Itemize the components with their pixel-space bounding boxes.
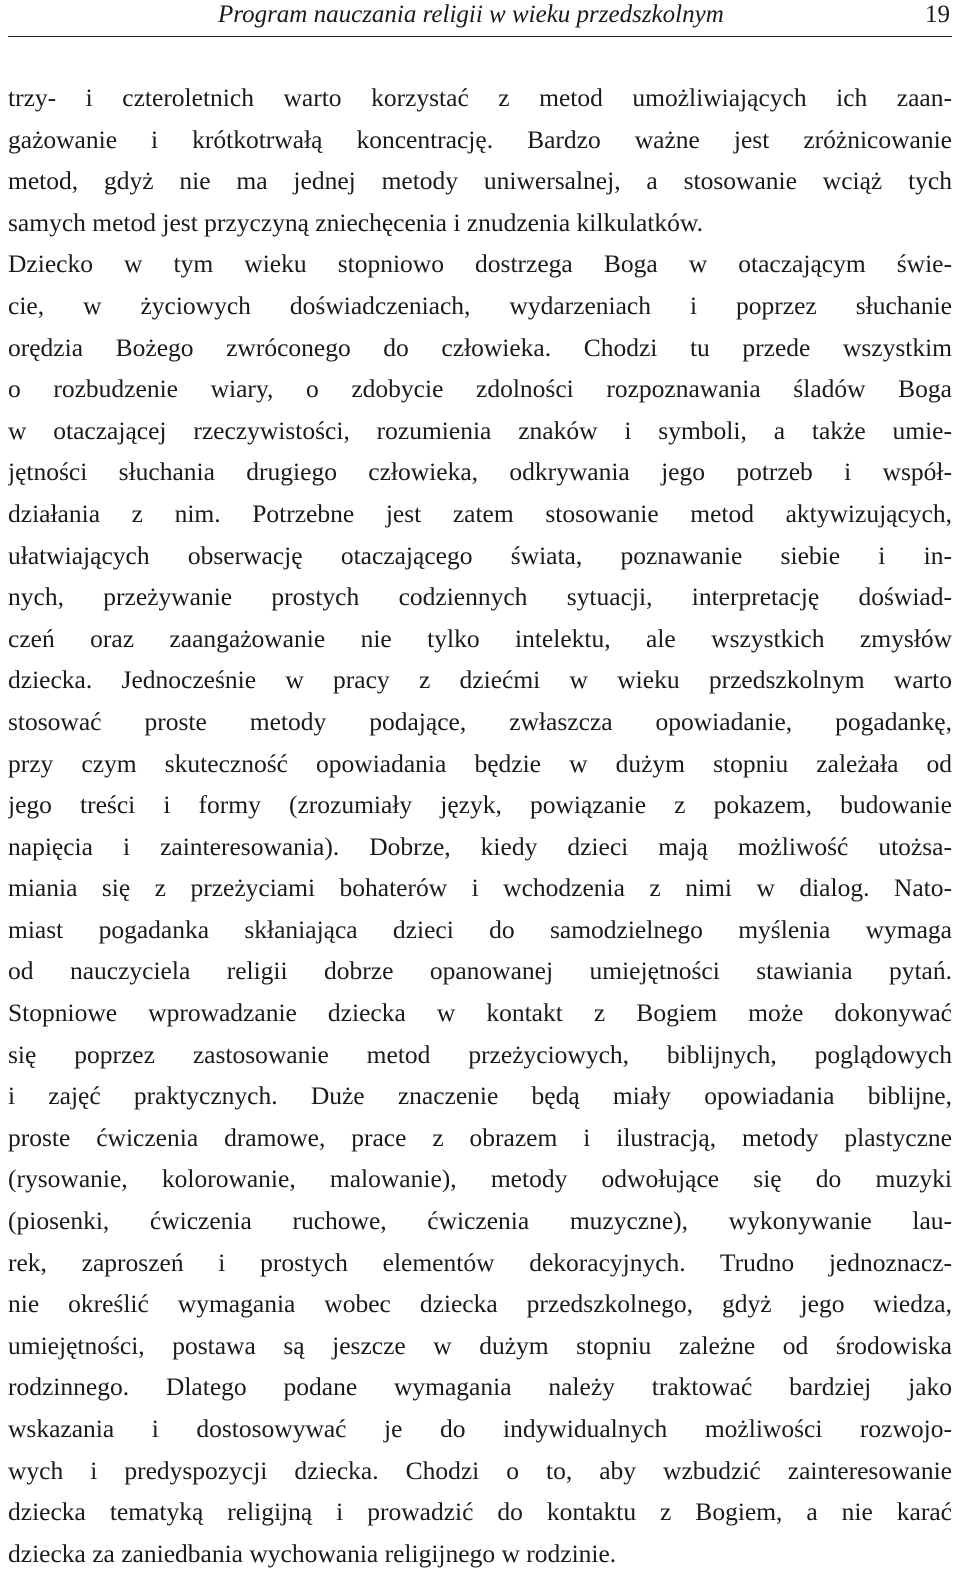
text-line: (rysowanie, kolorowanie, malowanie), metody odwołujące się do muzyki [8,1164,952,1194]
text-line: od nauczyciela religii dobrze opanowanej umiejętności stawiania pytań. [8,956,952,986]
text-line: (piosenki, ćwiczenia ruchowe, ćwiczenia muzyczne), wykonywanie lau- [8,1206,952,1236]
text-line: nych, przeżywanie prostych codziennych sytuacji, interpretację doświad- [8,582,952,612]
text-line: dziecka tematyką religijną i prowadzić do kontaktu z Bogiem, a nie karać [8,1497,952,1527]
text-line: rek, zaproszeń i prostych elementów dekoracyjnych. Trudno jednoznacz- [8,1247,952,1277]
text-line: jętności słuchania drugiego człowieka, odkrywania jego potrzeb i współ- [8,457,952,487]
text-line: miania się z przeżyciami bohaterów i wchodzenia z nimi w dialog. Nato- [8,873,952,903]
running-header-title: Program nauczania religii w wieku przedszkolnym [218,1,724,28]
text-line: w otaczającej rzeczywistości, rozumienia znaków i symboli, a także umie- [8,415,952,445]
text-line: napięcia i zainteresowania). Dobrze, kiedy dzieci mają możliwość utożsa- [8,831,952,861]
text-line: proste ćwiczenia dramowe, prace z obrazem i ilustracją, metody plastyczne [8,1122,952,1152]
text-line: dziecka za zaniedbania wychowania religijnego w rodzinie. [8,1538,617,1568]
page-number: 19 [925,1,950,28]
text-line: jego treści i formy (zrozumiały język, powiązanie z pokazem, budowanie [8,790,952,820]
text-line: o rozbudzenie wiary, o zdobycie zdolności rozpoznawania śladów Boga [8,374,952,404]
text-line: i zajęć praktycznych. Duże znaczenie będą miały opowiadania biblijne, [8,1081,952,1111]
text-line: umiejętności, postawa są jeszcze w dużym stopniu zależne od środowiska [8,1330,952,1360]
text-line: ułatwiających obserwację otaczającego świata, poznawanie siebie i in- [8,540,952,570]
text-line: Dziecko w tym wieku stopniowo dostrzega Boga w otaczającym świe- [8,249,952,279]
body-text [8,77,952,1574]
text-line: stosować proste metody podające, zwłaszcza opowiadanie, pogadankę, [8,706,952,736]
text-line: dziecka. Jednocześnie w pracy z dziećmi w wieku przedszkolnym warto [8,665,952,695]
text-line: gażowanie i krótkotrwałą koncentrację. Bardzo ważne jest zróżnicowanie [8,124,952,154]
text-line: trzy- i czteroletnich warto korzystać z metod umożliwiających ich zaan- [8,83,952,112]
text-line: orędzia Bożego zwróconego do człowieka. Chodzi tu przede wszystkim [8,332,952,362]
text-line: samych metod jest przyczyną zniechęcenia i znudzenia kilkulatków. [8,207,704,237]
text-line: nie określić wymagania wobec dziecka przedszkolnego, gdyż jego wiedza, [8,1289,952,1319]
text-line: miast pogadanka skłaniająca dzieci do samodzielnego myślenia wymaga [8,914,952,944]
text-line: metod, gdyż nie ma jednej metody uniwersalnej, a stosowanie wciąż tych [8,166,952,196]
text-line: działania z nim. Potrzebne jest zatem stosowanie metod aktywizujących, [8,498,952,528]
text-line: czeń oraz zaangażowanie nie tylko intelektu, ale wszystkich zmysłów [8,623,952,653]
text-line: przy czym skuteczność opowiadania będzie w dużym stopniu zależała od [8,748,952,778]
text-line: cie, w życiowych doświadczeniach, wydarzeniach i poprzez słuchanie [8,290,952,320]
text-line: rodzinnego. Dlatego podane wymagania należy traktować bardziej jako [8,1372,952,1402]
text-line: Stopniowe wprowadzanie dziecka w kontakt z Bogiem może dokonywać [8,998,952,1028]
running-header [8,0,952,37]
text-line: się poprzez zastosowanie metod przeżyciowych, biblijnych, poglądowych [8,1039,952,1069]
text-line: wych i predyspozycji dziecka. Chodzi o to, aby wzbudzić zainteresowanie [8,1455,952,1485]
text-line: wskazania i dostosowywać je do indywidualnych możliwości rozwojo- [8,1414,952,1443]
